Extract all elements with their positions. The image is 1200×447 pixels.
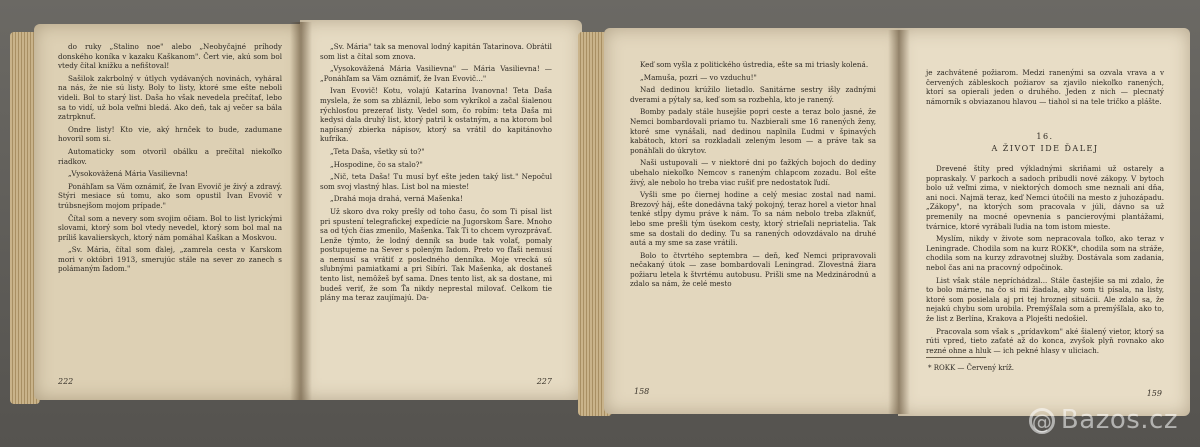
right-book <box>578 24 1190 420</box>
right-book-right-page <box>898 28 1190 416</box>
paragraph: „Teta Daša, všetky sú to?" <box>330 146 425 156</box>
page-number: 222 <box>58 377 74 386</box>
paragraph: Ivan Evovič! Kotu, volajú Katarína Ivanovna! Teta Daša myslela, že som sa zbláznil, lebo som vykríkol a začal šialenou rýchlosťou prezerať listy. Vedel som, čo robím: teta Daša mi kedysi dala druhý list, ktorý patril k ostatným, a na ktorom bol napísaný zbierka nápisov, ktorý sa vrátil do kapitánovho kufríka. <box>320 86 552 144</box>
paragraph: „Hospodine, čo sa stalo?" <box>330 159 423 169</box>
left-book-right-page <box>300 20 582 400</box>
paragraph: Keď som vyšla z politického ústredia, ešte sa mi triasly kolená. <box>640 60 869 69</box>
paragraph: Nad dedinou krúžilo lietadlo. Sanitárne sestry išly zadnými dverami a pýtaly sa, keď som sa rozbehla, kto je ranený. <box>630 85 876 104</box>
footnote-rule <box>926 357 986 358</box>
paragraph: „Sv. Mária, čítal som ďalej, „zamrela cesta v Karskom mori v októbri 1913, smerujúc stále na sever zo zanech s polámaným ľadom." <box>58 245 282 274</box>
paragraph: Bomby padaly stále husejšie popri ceste a teraz bolo jasné, že Nemci bombardovali priamo tu. Nazbierali sme 16 ranených ženy, ktoré sme vynášali, nad dedinou naplnila Ľudmi v špinavých kabátoch, ktorí sa rozkladali zeleným lesom — a práve tak sa ponáhľali do úkrytov. <box>630 107 876 155</box>
right-book-right-page-text <box>926 164 1164 358</box>
paragraph: Automaticky som otvoril obálku a prečítal niekoľko riadkov. <box>58 146 282 166</box>
paragraph: Sašilok zakrbolný v útlych vydávaných novinách, vyháral na nás, že nie sú listy. Boly to listy, ktoré sme ešte neboli videli. Bol to starý list. Daša ho však nevedela prečítať, lebo sa to vidí, už bola veľmi bledá. Ako deň, tak aj večer sa bála zatrpknuť. <box>58 73 282 122</box>
paragraph: „Sv. Mária" tak sa menoval lodný kapitán Tatarinova. Obrátil som list a čítal som znova. <box>320 42 552 61</box>
chapter-title: A ŽIVOT IDE ĎALEJ <box>991 144 1099 153</box>
left-book-left-page-text <box>58 42 282 277</box>
paragraph: Pracovala som však s „prídavkom" aké šialený vietor, ktorý sa rúti vpred, tieto zaťaté až do konca, zvyšok plyň rovnako ako rezné ohne a hluk — ich pekné hlasy v uliciach. <box>926 326 1164 355</box>
left-book-gutter-shadow <box>290 22 312 400</box>
paragraph: List však stále nepríchádzal... Stále častejšie sa mi zdalo, že to bolo márne, na čo si mi žiadala, aby som ti písala, na listy, ktoré som posielala aj pri tej hroznej situácii. Ale zdalo sa, že nejakú chybu som urobila. Premýšľala som a premýšľala, ako to, že list z Berlína, Krakova a Ploješti nedošiel. <box>926 275 1164 323</box>
paragraph: Ponáhľam sa Vám oznámiť, že Ivan Evovič je živý a zdravý. Stýri mesiace sú tomu, ako som opustil Ivan Evovič v trúbsnejšom mojom prípade." <box>58 181 282 210</box>
right-book-left-page <box>604 28 904 414</box>
paragraph: Vyšli sme po čiernej hodine a celý mesiac zostal nad nami. Brezový háj, ešte donedávna taký pokojný, teraz horel a vietor hnal tenké stĺpy dymu práve k nám. To sa nám nebolo treba zľaknúť, lebo sme prešli tým úsekom cesty, ktorý strieľali nepriatelia. Tak sme sa dostali do dediny. Tu sa ranených odovzdávalo na druhé autá a my sme sa zase vrátili. <box>630 190 876 248</box>
at-sign-icon: @ <box>1029 408 1055 434</box>
paragraph: do ruky „Stalino noe" alebo „Neobyčajné príhody donského koníka v kazaku Kaškanom". Čert vie, akú som bol vtedy čítal knižku a nefištoval! <box>58 42 282 71</box>
left-book-right-page-text <box>320 42 552 306</box>
left-book <box>10 18 582 410</box>
paragraph: „Vysokoväžená Mária Vasilievna! <box>68 169 189 179</box>
page-number: 159 <box>1146 389 1162 398</box>
right-book-right-page-top-text <box>926 68 1164 109</box>
paragraph: „Mamuša, pozri — vo vzduchu!" <box>640 72 757 82</box>
chapter-number: 16. <box>1036 132 1054 141</box>
right-book-left-page-text <box>630 60 876 292</box>
page-number: 158 <box>634 387 650 396</box>
paragraph: „Nič, teta Daša! Tu musí byť ešte jeden taký list." Nepočul som svoj vlastný hlas. List bol na mieste! <box>320 172 552 191</box>
paragraph: „Vysokoväžená Mária Vasilievna" — Mária Vasilievna! — „Ponáhľam sa Vám oznámiť, že Ivan Evovič..." <box>320 64 552 83</box>
watermark-text: Bazos.cz <box>1060 405 1178 435</box>
paragraph: Čítal som a nevery som svojim očiam. Bol to list lyrickými slovami, ktorý som bol vtedy nevedel, ktorý som bol mal na príliš kavalierskych, ktorý nám pomáhal Kaškan a Moskvou. <box>58 213 282 242</box>
right-book-gutter-shadow <box>888 30 910 414</box>
paragraph: je zachvátené požiarom. Medzi ranenými sa ozvala vrava a v červených zábleskoch požiarov sa zjavilo niekoľko ranených, ktorí sa opierali jeden o druhého. Jeden z nich — plecnatý námorník s obviazanou hlavou — tiahol si na tele tričko a plášte. <box>926 68 1164 106</box>
paragraph: Myslím, nikdy v živote som nepracovala toľko, ako teraz v Leningrade. Chodila som na kurz ROKK*, chodila som na stráže, chodila som na kurzy zdravotnej služby. Dostávala som zadania, nebol čas ani na pracovný odpočinok. <box>926 234 1164 272</box>
paragraph: „Drahá moja drahá, verná Mašenka! <box>330 194 463 204</box>
footnote: * ROKK — Červený kríž. <box>928 364 1015 372</box>
page-number: 227 <box>536 377 552 386</box>
left-book-left-page <box>34 24 304 400</box>
paragraph: Ondre listy! Kto vie, aký hrnček to bude, zadumane hovoril som si. <box>58 124 282 144</box>
paragraph: Naši ustupovali — v niektoré dni po ťažkých bojoch do dediny ubehalo niekoľko Nemcov s raneným chlapcom zozadu. Bol ešte živý, ale nebolo ho treba viac rušiť pre nedostatok ľudí. <box>630 158 876 187</box>
paragraph: Drevené štíty pred výkladnými skriňami už ostarely a popraskaly. V parkoch a sadoch pribudli nové zákopy. V bytoch bolo už veľmi zima, v niektorých domoch sme neznali ani dňa, ani noci. Najmä teraz, keď Nemci útočili na mesto z juhozápadu. „Zákopy", na ktorých som pracovala v júli, dávno sa už premenily na mocné opevnenia s pancierovými plantážami, tvárnice, ktoré vyrábali ľudia na tom istom mieste. <box>926 164 1164 231</box>
paragraph: Bolo to čtvrtého septembra — deň, keď Nemci pripravovali nečakaný útok — zase bombardovali Leningrad. Zlovestná žiara požiaru letela k štvrtému autobusu. Prišli sme na Medzinárodnú a zdalo sa nám, že celé mesto <box>630 250 876 289</box>
paragraph: Už skoro dva roky prešly od toho času, čo som Ti písal list pri spustení telegrafickej expedície na Jugorskom Šare. Mnoho sa od tých čias zmenilo, Mašenka. Tak Ti to chcem vyrozprávať. Lenže týmto, že lodný denník sa bude tak volať, pomaly postupujeme na Sever s poleným ľadom. Preto vo fľaši nemusí a nemusí sa vrátiť z posledného denníka. Moje vrecká sú sľubnými pamiatkami a pri Sibíri. Tak Mašenka, ak dostaneš tento list, nemôžeš byť sama. Dnes tento list, ak sa dostane, mi budeš veriť, že som Ťa nikdy neprestal milovať. Celkom tie plány ma teraz zaujímajú. Da- <box>320 206 552 303</box>
watermark <box>1029 405 1178 435</box>
